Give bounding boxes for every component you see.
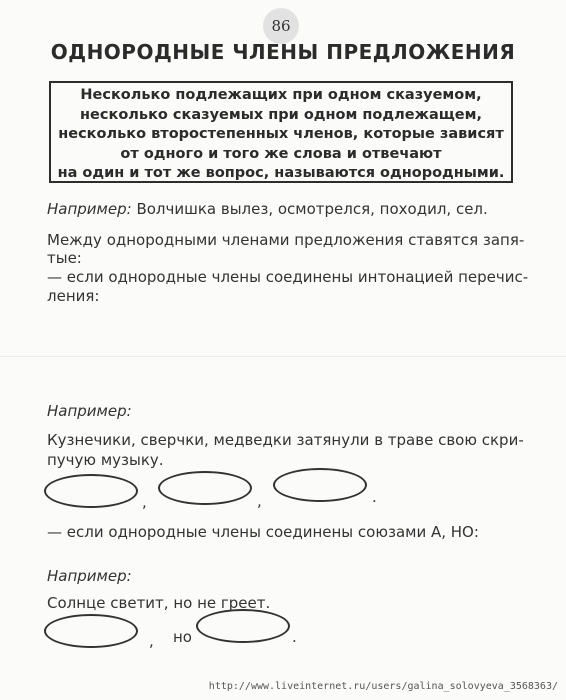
scheme-oval-2	[158, 471, 252, 505]
example-label: Например:	[47, 402, 132, 420]
scheme-comma: ,	[149, 632, 154, 650]
example-2-line: пучую музыку.	[47, 451, 164, 469]
scheme-comma: ,	[142, 493, 147, 511]
example-2-line: Кузнечики, сверчки, медведки затянули в траве свою скри-	[47, 431, 524, 449]
scheme-oval-3	[273, 468, 367, 502]
example-3-line: Солнце светит, но не греет.	[47, 594, 271, 612]
rule-definition-box	[49, 81, 513, 183]
footer-url: http://www.liveinternet.ru/users/galina_solovyeva_3568363/	[208, 681, 558, 692]
rule-line: несколько сказуемых при одном подлежащем,	[80, 106, 482, 123]
page-heading: ОДНОРОДНЫЕ ЧЛЕНЫ ПРЕДЛОЖЕНИЯ	[50, 40, 516, 64]
scheme-oval-5	[196, 609, 290, 643]
rule-line: несколько второстепенных членов, которые зависят	[58, 126, 504, 142]
example-label: Например:	[47, 200, 132, 218]
page-number: 86	[263, 8, 299, 44]
rule-line: на один и тот же вопрос, называются однородными.	[57, 165, 505, 181]
example-label: Например:	[47, 567, 132, 585]
scheme-oval-4	[44, 614, 138, 648]
comma-rule-line: тые:	[47, 249, 82, 267]
scheme-period: .	[292, 628, 297, 646]
page-fold-line	[0, 356, 566, 357]
example-3-label	[47, 565, 132, 587]
example-2-label	[47, 400, 132, 422]
conjunction-rule: — если однородные члены соединены союзами А, НО:	[47, 523, 479, 541]
scheme-period: .	[372, 488, 377, 506]
comma-rule-line: ления:	[47, 287, 100, 305]
comma-rule-line: Между однородными членами предложения ставятся запя-	[47, 231, 525, 249]
rule-line: Несколько подлежащих при одном сказуемом,	[80, 87, 482, 103]
example-1	[47, 198, 488, 220]
comma-rule-line: — если однородные члены соединены интонацией перечис-	[47, 268, 529, 286]
scheme-conjunction: но	[173, 628, 192, 646]
scheme-oval-1	[44, 474, 138, 508]
rule-line: от одного и того же слова и отвечают	[120, 145, 442, 162]
example-sentence: Волчишка вылез, осмотрелся, походил, сел.	[131, 200, 488, 218]
scheme-comma: ,	[257, 492, 262, 510]
